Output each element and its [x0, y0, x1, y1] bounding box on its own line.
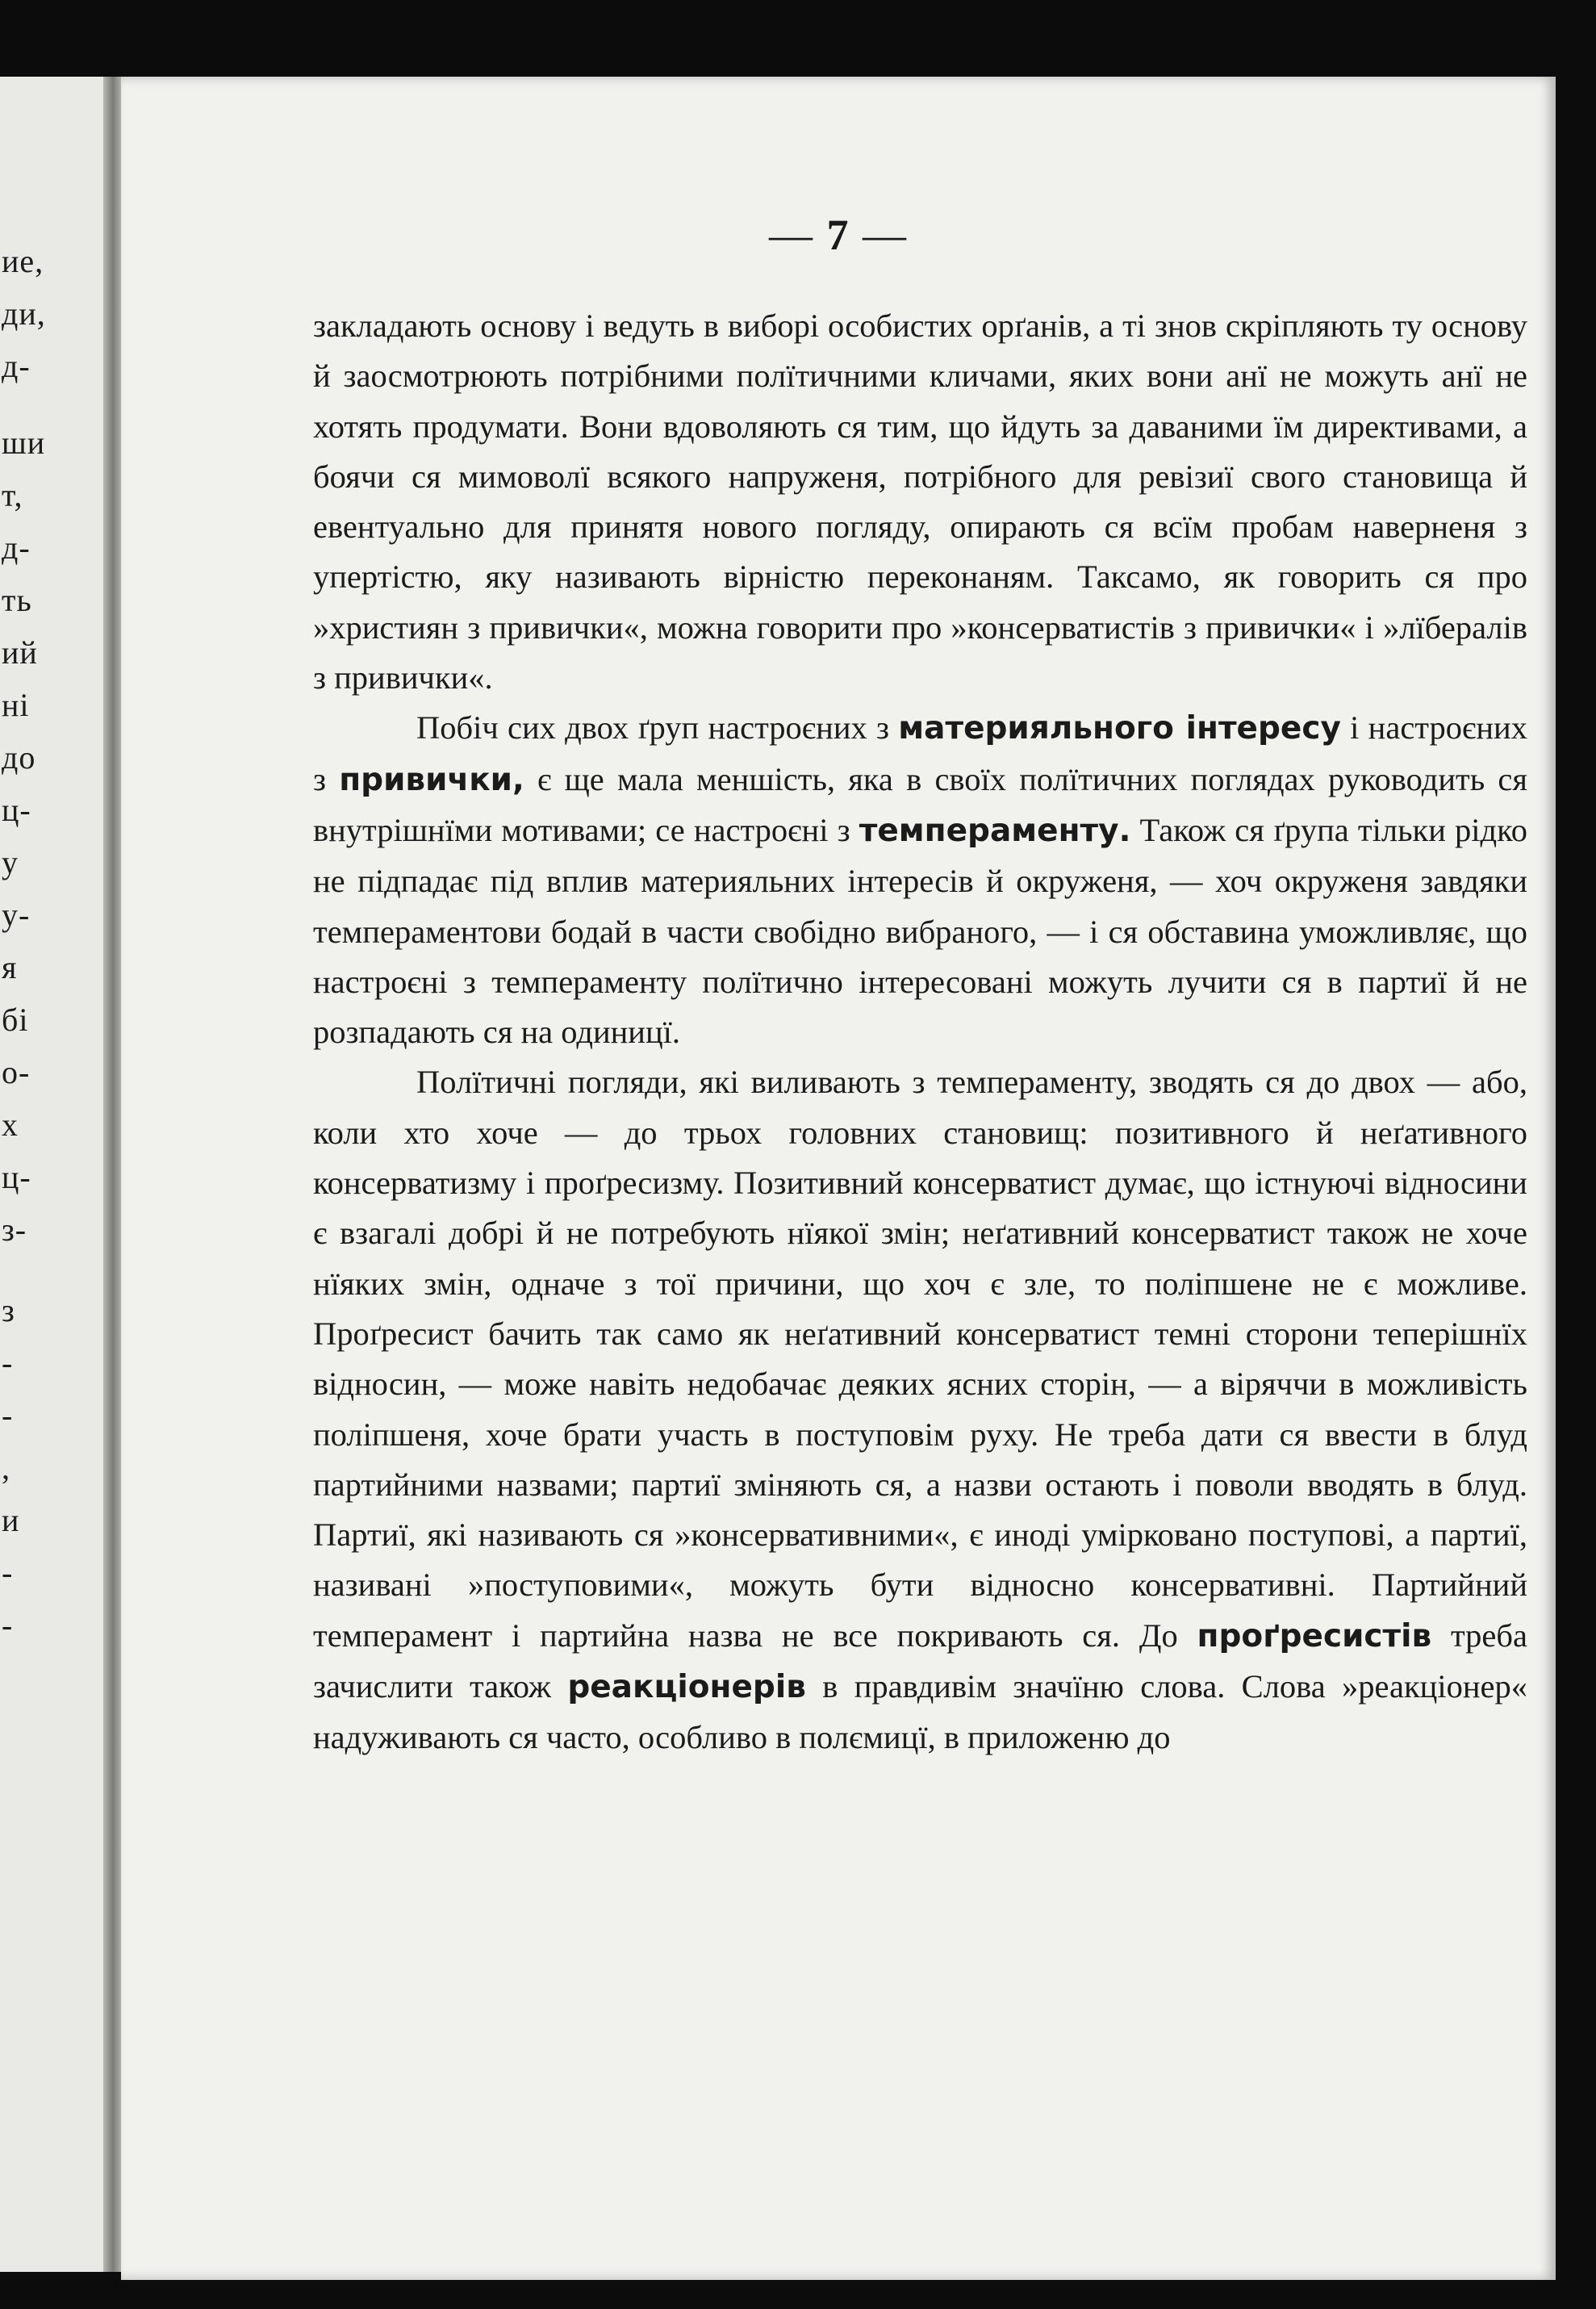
paragraph: [313, 1057, 1527, 1763]
text-run: закладають основу і ведуть в виборі особистих орґанів, а ті знов скріпляють ту основу й заосмотрюють потрібними полїтичними кличами, яких вони анї не можуть анї не хотять продумати. Вони вдоволяють ся тим, що йдуть за даваними їм директивами, а боячи ся мимоволї всякого напруженя, потрібного для ревізиї свого становища й евентуально для принятя нового погляду, опирають ся всїм пробам наверненя з упертістю, яку називають вірністю переконаням. Таксамо, як говорить ся про »християн з привички«, можна говорити про »консерватистів з привички« і »лїбералів з привички«.: [313, 307, 1527, 696]
facing-page-fragment: и: [2, 1502, 20, 1538]
bold-term: привички,: [339, 761, 524, 798]
facing-page-fragment: бі: [2, 1002, 29, 1038]
facing-page-fragment: у: [2, 844, 19, 881]
facing-page-fragment: ши: [2, 425, 46, 461]
text-run: Побіч сих двох ґруп настроєних з: [416, 709, 899, 747]
facing-page-fragment: д-: [2, 348, 31, 384]
facing-page-fragment: ц-: [2, 792, 31, 828]
book-page: [121, 77, 1556, 2280]
text-run: в правдивім значїню слова. Слова »реакціонер« надуживають ся часто, особливо в полємицї, в приложеню до: [313, 1668, 1527, 1756]
facing-page-fragment: ні: [2, 687, 30, 723]
facing-page-fragment: -: [2, 1554, 14, 1591]
page-number-value: 7: [826, 211, 850, 259]
bold-term: реакціонерів: [567, 1669, 806, 1706]
text-run: треба зачислити також: [313, 1617, 1527, 1705]
facing-page-fragment: ие,: [2, 243, 44, 279]
bold-term: проґресистів: [1197, 1617, 1432, 1654]
bold-term: материяльного інтересу: [898, 710, 1341, 747]
facing-page-fragment: ,: [2, 1449, 10, 1486]
facing-page-fragment: -: [2, 1397, 14, 1433]
facing-page-fragment: -: [2, 1607, 14, 1643]
facing-page-fragment: о-: [2, 1054, 31, 1090]
body-text: [313, 301, 1527, 1763]
facing-page-fragment: д-: [2, 529, 31, 566]
facing-page-fragment: ди,: [2, 295, 46, 332]
paragraph: [313, 703, 1527, 1057]
facing-page-fragment: х: [2, 1106, 19, 1143]
paragraph: [313, 301, 1527, 703]
page-number: [121, 210, 1556, 260]
facing-page-fragment: ий: [2, 634, 38, 671]
bold-term: темпераменту.: [859, 812, 1131, 849]
text-run: є ще мала меншість, яка в своїх полїтичних поглядах руководить ся внутрішнїми мотивами; се настроєні з: [313, 760, 1528, 848]
text-run: і настроєних з: [313, 709, 1527, 797]
facing-page-fragment: ть: [2, 582, 32, 618]
facing-page-fragment: ц-: [2, 1159, 31, 1195]
page-number-dash-left: —: [769, 211, 814, 259]
facing-page-fragment: у-: [2, 897, 31, 933]
page-number-dash-right: —: [863, 211, 908, 259]
facing-page-fragment: з: [2, 1292, 15, 1328]
facing-page-fragment: т,: [2, 477, 23, 513]
facing-page-fragment: -: [2, 1345, 14, 1381]
text-run: Також ся ґрупа тільки рідко не підпадає під вплив материяльних інтересів й окруженя, — хоч окруженя завдяки темпераментови бодай в части свобідно вибраного, — і ся обставина уможливляє, що настроєні з темпераменту полїтично інтересовані можуть лучити ся в партиї й не розпадають ся на одиницї.: [313, 811, 1527, 1051]
text-run: Полїтичні погляди, які виливають з темпераменту, зводять ся до двох — або, коли хто хоче — до трьох головних становищ: позитивного й неґативного консерватизму і проґресизму. Позитивний консерватист думає, що істнуючі відносини є взагалі добрі й не потребують нїякої змін; неґативний консерватист також не хоче нїяких змін, одначе з тої причини, що хоч є зле, то поліпшене не є можливе. Проґресист бачить так само як неґативний консерватист темні сторони теперішнїх відносин, — може навіть недобачає деяких ясних сторін, — а віряччи в можливість поліпшеня, хоче брати участь в поступовім руху. Не треба дати ся ввести в блуд партийними назвами; партиї зміняють ся, а назви остають і поволи вводять в блуд. Партиї, які називають ся »консервативними«, є иноді умірковано поступові, а партиї, називані »поступовими«, можуть бути відносно консервативні. Партийний темперамент і партийна назва не все покривають ся. До: [313, 1064, 1527, 1654]
facing-page-fragment: до: [2, 739, 36, 776]
facing-page-edge: [0, 77, 111, 2272]
facing-page-fragment: я: [2, 949, 18, 985]
facing-page-fragment: з-: [2, 1211, 27, 1248]
